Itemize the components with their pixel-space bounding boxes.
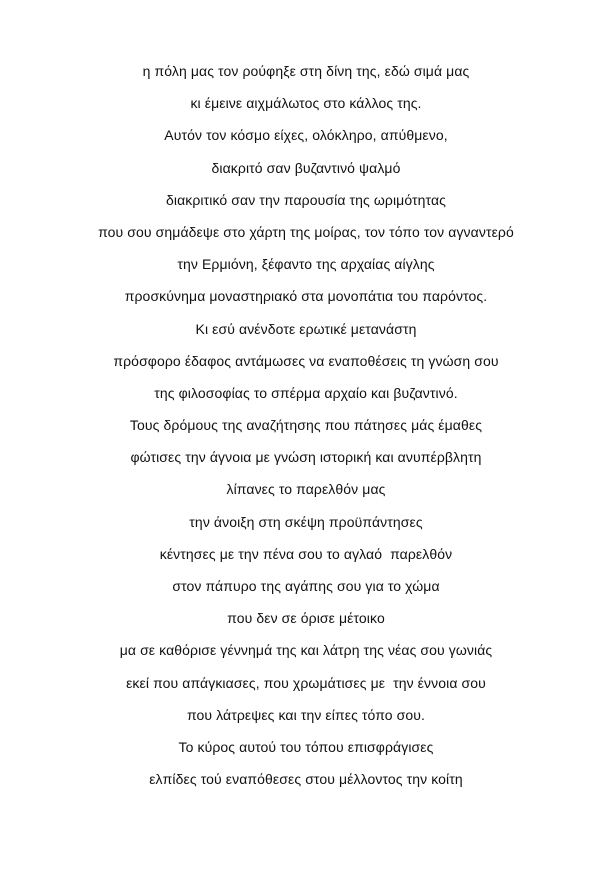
poem-line: διακριτικό σαν την παρουσία της ωριμότητας — [165, 191, 447, 208]
poem-line: στον πάπυρο της αγάπης σου για το χώμα — [172, 578, 440, 594]
poem-line: που δεν σε όρισε μέτοικο — [227, 610, 385, 627]
poem-line: Αυτόν τον κόσμο είχες, ολόκληρο, απύθμενο, — [164, 127, 448, 144]
poem-line: κι έμεινε αιχμάλωτος στο κάλλος της. — [190, 95, 422, 112]
poem-line: μα σε καθόρισε γέννημά της και λάτρη της νέας σου γωνιάς — [119, 642, 493, 659]
poem-line: που σου σημάδεψε στο χάρτη της μοίρας, τον τόπο τον αγναντερό — [98, 223, 514, 240]
poem-line: η πόλη μας τον ρούφηξε στη δίνη της, εδώ σιμά μας — [142, 63, 470, 79]
poem-line: Το κύρος αυτού του τόπου επισφράγισες — [178, 738, 434, 755]
poem-line: πρόσφορο έδαφος αντάμωσες να εναποθέσεις τη γνώση σου — [113, 352, 499, 369]
poem-text — [0, 57, 612, 797]
poem-line: την Ερμιόνη, ξέφαντο της αρχαίας αίγλης — [177, 256, 435, 273]
poem-line: Κι εσύ ανένδοτε ερωτικέ μετανάστη — [195, 320, 417, 337]
poem-line: διακριτό σαν βυζαντινό ψαλμό — [211, 159, 401, 176]
poem-line: προσκύνημα μοναστηριακό στα μονοπάτια του παρόντος. — [124, 288, 488, 305]
poem-line: Τους δρόμους της αναζήτησης που πάτησες μάς έμαθες — [129, 417, 483, 434]
poem-line: την άνοιξη στη σκέψη προϋπάντησες — [189, 513, 423, 530]
poem-line: εκεί που απάγκιασες, που χρωμάτισες με την έννοια σου — [126, 674, 486, 691]
poem-line: που λάτρεψες και την είπες τόπο σου. — [186, 706, 426, 723]
poem-line: της φιλοσοφίας το σπέρμα αρχαίο και βυζαντινό. — [154, 384, 458, 401]
poem-line: φώτισες την άγνοια με γνώση ιστορική και ανυπέρβλητη — [130, 449, 482, 466]
poem-line: ελπίδες τού εναπόθεσες στου μέλλοντος την κοίτη — [149, 771, 463, 788]
poem-line: κέντησες με την πένα σου το αγλαό παρελθόν — [159, 545, 453, 562]
poem-line: λίπανες το παρελθόν μας — [226, 481, 386, 498]
